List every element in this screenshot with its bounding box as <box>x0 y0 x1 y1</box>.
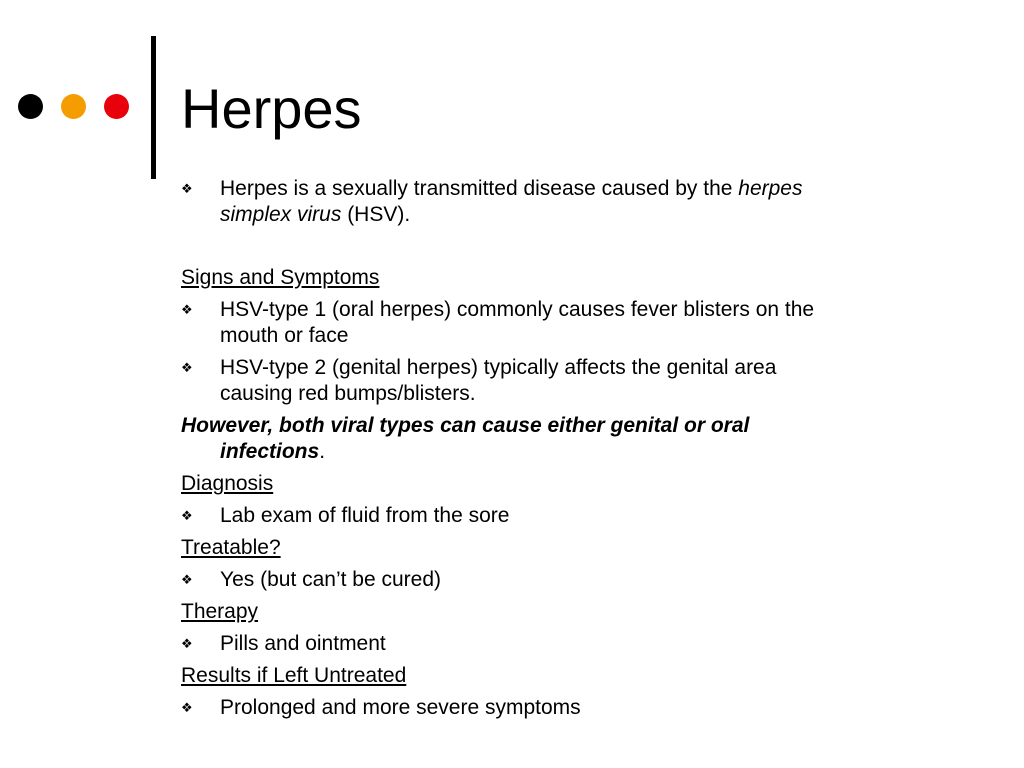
signs-heading: Signs and Symptoms <box>181 266 380 289</box>
signs-item-2-line-1: HSV-type 2 (genital herpes) typically affects the genital area <box>220 356 777 379</box>
bullet-icon: ❖ <box>181 181 193 196</box>
note-period: . <box>319 440 326 463</box>
treatable-heading: Treatable? <box>181 536 281 559</box>
intro-line-2 <box>220 202 410 228</box>
therapy-item: Pills and ointment <box>220 632 386 655</box>
intro-line-1 <box>220 176 802 202</box>
diagnosis-item: Lab exam of fluid from the sore <box>220 504 510 527</box>
note-emphasis: infections <box>220 440 320 463</box>
dot-black-icon <box>18 94 43 119</box>
signs-item-2-line-2: causing red bumps/blisters. <box>220 382 476 405</box>
bullet-icon: ❖ <box>181 700 193 715</box>
signs-item-1-line-1: HSV-type 1 (oral herpes) commonly causes fever blisters on the <box>220 298 815 321</box>
bullet-icon: ❖ <box>181 636 193 651</box>
title-divider <box>151 36 156 179</box>
bullet-icon: ❖ <box>181 360 193 375</box>
therapy-heading: Therapy <box>181 600 259 623</box>
dot-red-icon <box>104 94 129 119</box>
bullet-icon: ❖ <box>181 302 193 317</box>
dot-orange-icon <box>61 94 86 119</box>
note-line-1: However, both viral types can cause either genital or oral <box>181 414 750 437</box>
untreated-heading: Results if Left Untreated <box>181 664 407 687</box>
intro-italic-term: herpes <box>738 177 803 200</box>
untreated-item: Prolonged and more severe symptoms <box>220 696 581 719</box>
intro-text-2: (HSV). <box>341 203 411 226</box>
signs-item-1-line-2: mouth or face <box>220 324 349 347</box>
slide-title: Herpes <box>181 77 362 140</box>
diagnosis-heading: Diagnosis <box>181 472 274 495</box>
intro-italic-term-2: simplex virus <box>220 203 342 226</box>
bullet-icon: ❖ <box>181 508 193 523</box>
bullet-icon: ❖ <box>181 572 193 587</box>
intro-text: Herpes is a sexually transmitted disease caused by the <box>220 177 739 200</box>
treatable-item: Yes (but can’t be cured) <box>220 568 442 591</box>
note-line-2 <box>220 439 325 465</box>
